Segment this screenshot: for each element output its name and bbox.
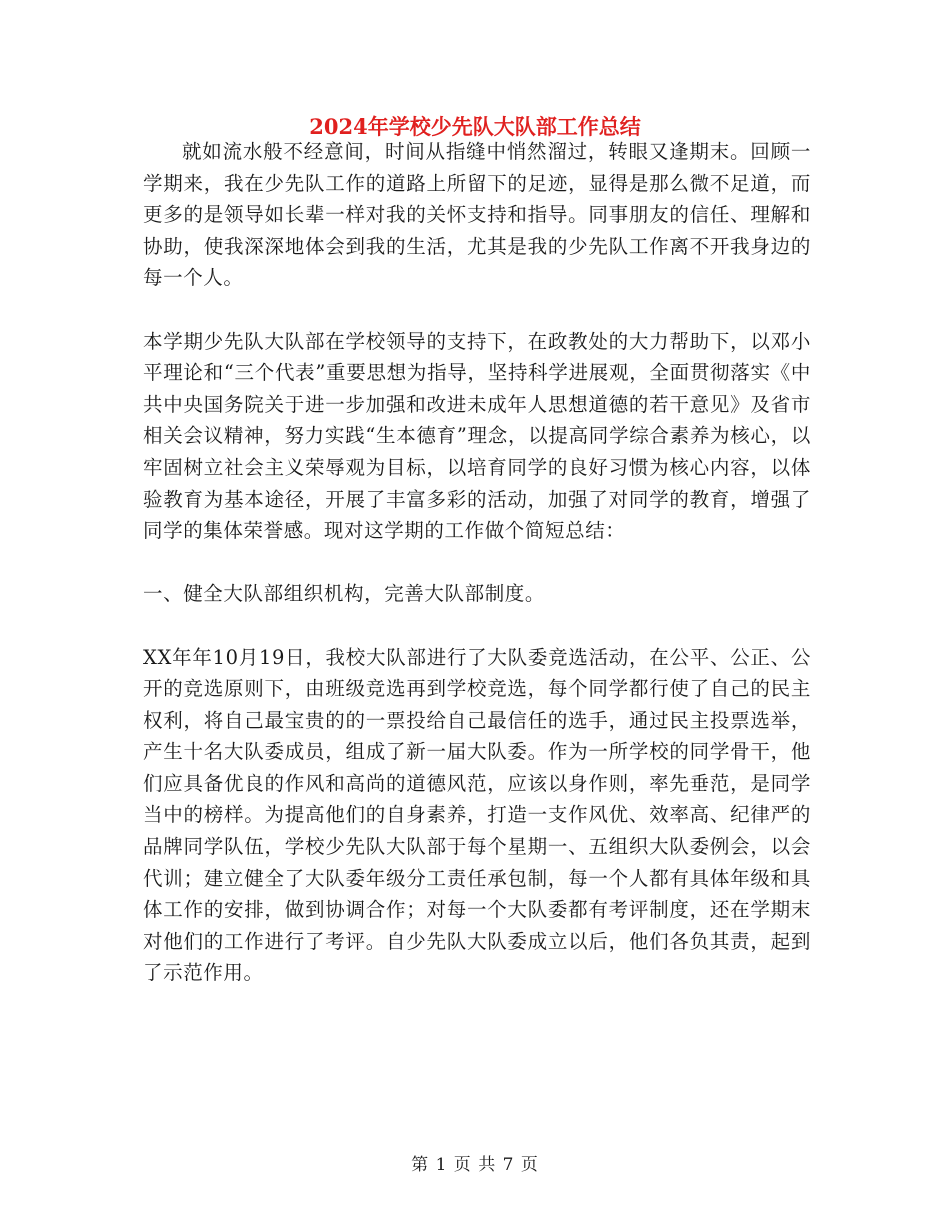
paragraph-gap (143, 610, 811, 642)
paragraph-gap (143, 547, 811, 579)
document-title: 2024年学校少先队大队部工作总结 (309, 114, 641, 139)
paragraph-overview: 本学期少先队大队部在学校领导的支持下，在政教处的大力帮助下，以邓小平理论和“三个代表”重要思想为指导，坚持科学进展观，全面贯彻落实《中共中央国务院关于进一步加强和改进未成年人思想道德的若干意见》及省市相关会议精神，努力实践“生本德育”理念，以提高同学综合素养为核心，以牢固树立社会主义荣辱观为目标，以培育同学的良好习惯为核心内容，以体验教育为基本途径，开展了丰富多彩的活动，加强了对同学的教育，增强了同学的集体荣誉感。现对这学期的工作做个简短总结： (143, 329, 811, 543)
paragraph-gap (143, 294, 811, 326)
paragraph-election: XX年年10月19日，我校大队部进行了大队委竞选活动，在公平、公正、公开的竞选原则下，由班级竞选再到学校竞选，每个同学都行使了自己的民主权利，将自己最宝贵的的一票投给自己最信任的选手，通过民主投票选举，产生十名大队委成员，组成了新一届大队委。作为一所学校的同学骨干，他们应具备优良的作风和高尚的道德风范，应该以身作则，率先垂范，是同学当中的榜样。为提高他们的自身素养，打造一支作风优、效率高、纪律严的品牌同学队伍，学校少先队大队部于每个星期一、五组织大队委例会，以会代训；建立健全了大队委年级分工责任承包制，每一个人都有具体年级和具体工作的安排，做到协调合作；对每一个大队委都有考评制度，还在学期末对他们的工作进行了考评。自少先队大队委成立以后，他们各负其责，起到了示范作用。 (143, 645, 811, 985)
page-footer: 第 1 页 共 7 页 (411, 1155, 539, 1175)
section-heading: 一、健全大队部组织机构，完善大队部制度。 (143, 582, 546, 606)
paragraph-intro: 就如流水般不经意间，时间从指缝中悄然溜过，转眼又逢期末。回顾一学期来，我在少先队工作的道路上所留下的足迹，显得是那么微不足道，而更多的是领导如长辈一样对我的关怀支持和指导。同事朋友的信任、理解和协助，使我深深地体会到我的生活，尤其是我的少先队工作离不开我身边的每一个人。 (143, 140, 811, 290)
document-body (143, 136, 811, 989)
